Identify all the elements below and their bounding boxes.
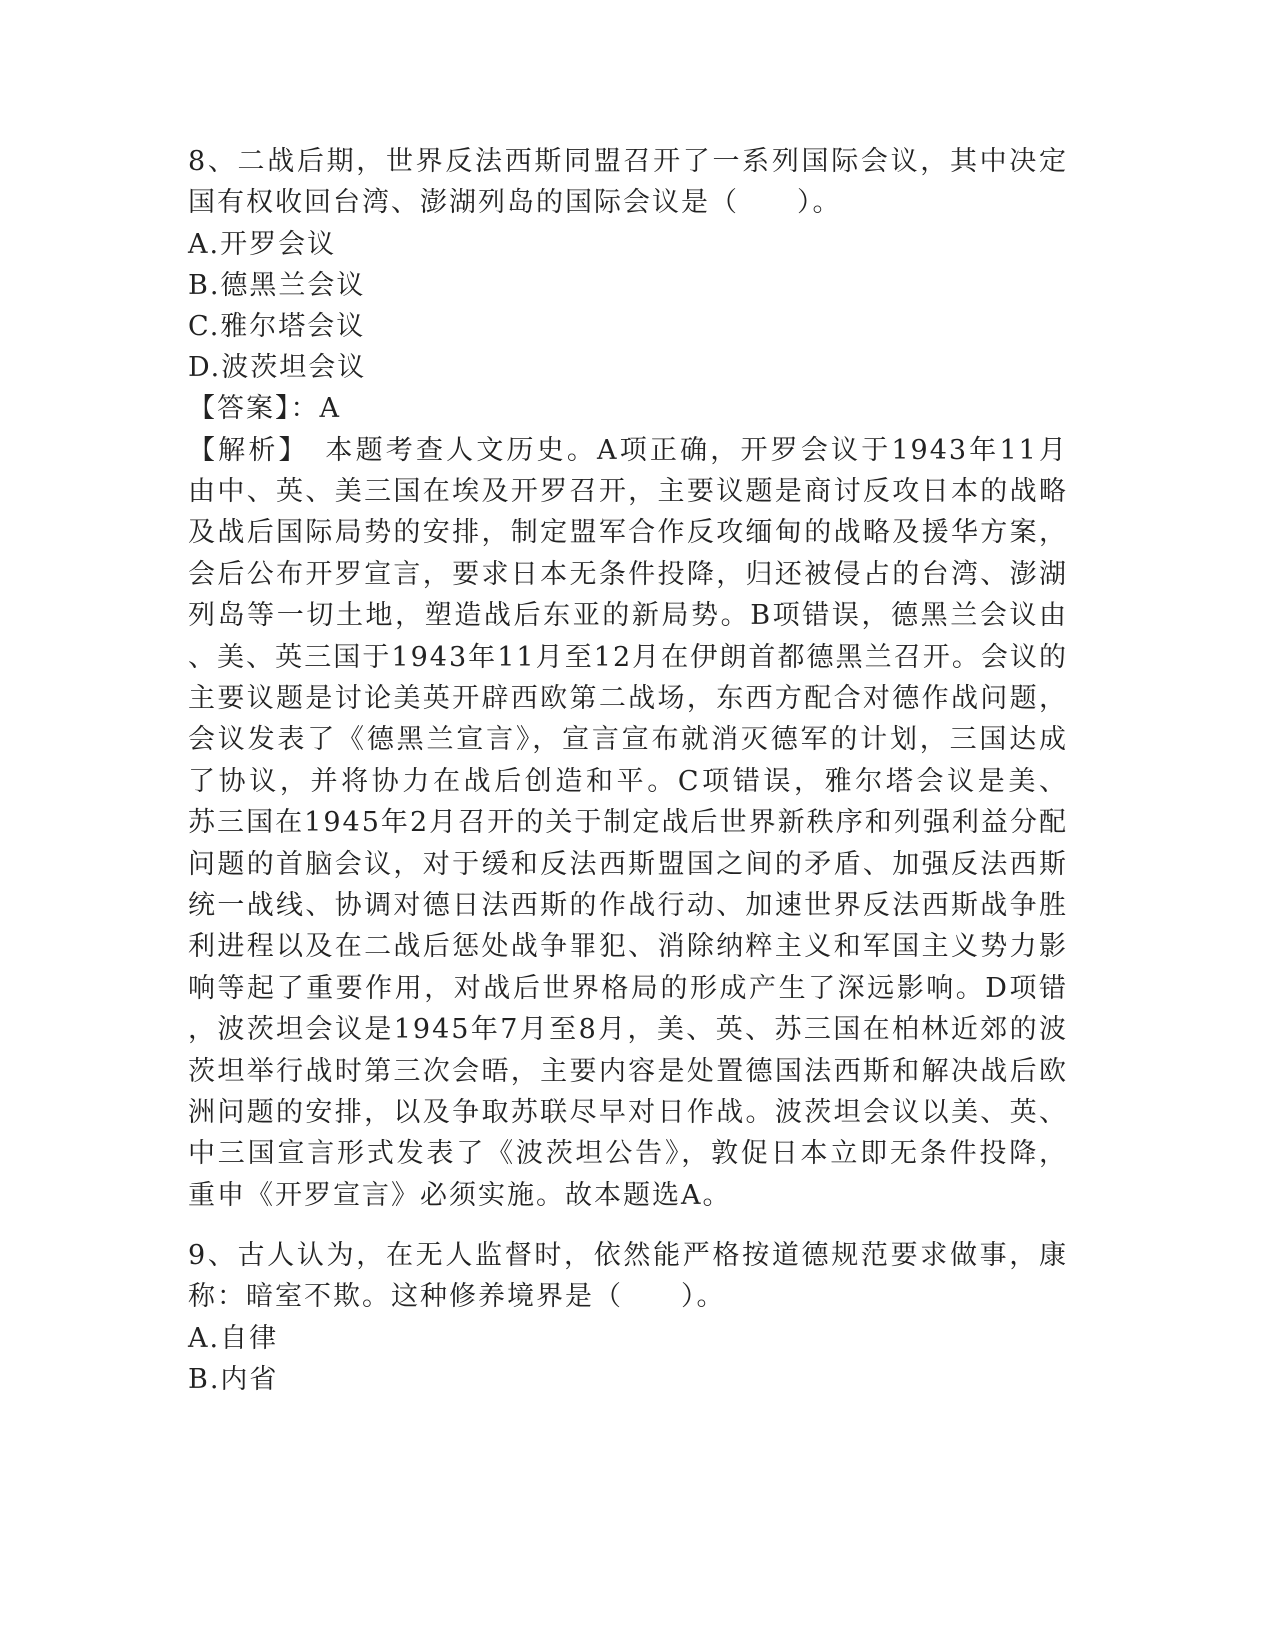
option-a: A.自律: [188, 1323, 279, 1354]
analysis-line: 由中、英、美三国在埃及开罗召开，主要议题是商讨反攻日本的战略: [188, 476, 1068, 507]
question-stem-line: 9、古人认为，在无人监督时，依然能严格按道德规范要求做事，康: [188, 1240, 1068, 1271]
analysis-line: 重申《开罗宣言》必须实施。故本题选A。: [188, 1180, 732, 1211]
analysis-line: 了协议，并将协力在战后创造和平。C项错误，雅尔塔会议是美、: [188, 766, 1068, 797]
analysis-line: ，波茨坦会议是1945年7月至8月，美、英、苏三国在柏林近郊的波: [188, 1014, 1068, 1045]
analysis-line: 利进程以及在二战后惩处战争罪犯、消除纳粹主义和军国主义势力影: [188, 931, 1068, 962]
analysis-line: 主要议题是讨论美英开辟西欧第二战场，东西方配合对德作战问题，: [188, 683, 1068, 714]
analysis-line: 列岛等一切土地，塑造战后东亚的新局势。B项错误，德黑兰会议由: [188, 600, 1068, 631]
analysis-line: 、美、英三国于1943年11月至12月在伊朗首都德黑兰召开。会议的: [188, 642, 1068, 673]
analysis-line: 苏三国在1945年2月召开的关于制定战后世界新秩序和列强利益分配: [188, 807, 1068, 838]
option-b: B.德黑兰会议: [188, 270, 366, 301]
option-b: B.内省: [188, 1364, 279, 1395]
question-stem-line: 国有权收回台湾、澎湖列岛的国际会议是（ ）。: [188, 187, 842, 218]
option-a: A.开罗会议: [188, 229, 337, 260]
analysis-line: 及战后国际局势的安排，制定盟军合作反攻缅甸的战略及援华方案，: [188, 517, 1068, 548]
analysis-line: 响等起了重要作用，对战后世界格局的形成产生了深远影响。D项错: [188, 973, 1068, 1004]
question-stem-line: 8、二战后期，世界反法西斯同盟召开了一系列国际会议，其中决定: [188, 146, 1068, 177]
analysis-line: 【解析】 本题考查人文历史。A项正确，开罗会议于1943年11月: [188, 435, 1068, 466]
analysis-line: 会议发表了《德黑兰宣言》，宣言宣布就消灭德军的计划，三国达成: [188, 724, 1068, 755]
analysis-line: 洲问题的安排，以及争取苏联尽早对日作战。波茨坦会议以美、英、: [188, 1097, 1068, 1128]
analysis-line: 统一战线、协调对德日法西斯的作战行动、加速世界反法西斯战争胜: [188, 890, 1068, 921]
analysis-line: 茨坦举行战时第三次会晤，主要内容是处置德国法西斯和解决战后欧: [188, 1056, 1068, 1087]
option-c: C.雅尔塔会议: [188, 311, 366, 342]
answer: 【答案】：A: [188, 393, 341, 424]
question-stem-line: 称：暗室不欺。这种修养境界是（ ）。: [188, 1281, 726, 1312]
analysis-line: 中三国宣言形式发表了《波茨坦公告》，敦促日本立即无条件投降，: [188, 1138, 1068, 1169]
option-d: D.波茨坦会议: [188, 352, 367, 383]
analysis-line: 问题的首脑会议，对于缓和反法西斯盟国之间的矛盾、加强反法西斯: [188, 849, 1068, 880]
analysis-line: 会后公布开罗宣言，要求日本无条件投降，归还被侵占的台湾、澎湖: [188, 559, 1068, 590]
